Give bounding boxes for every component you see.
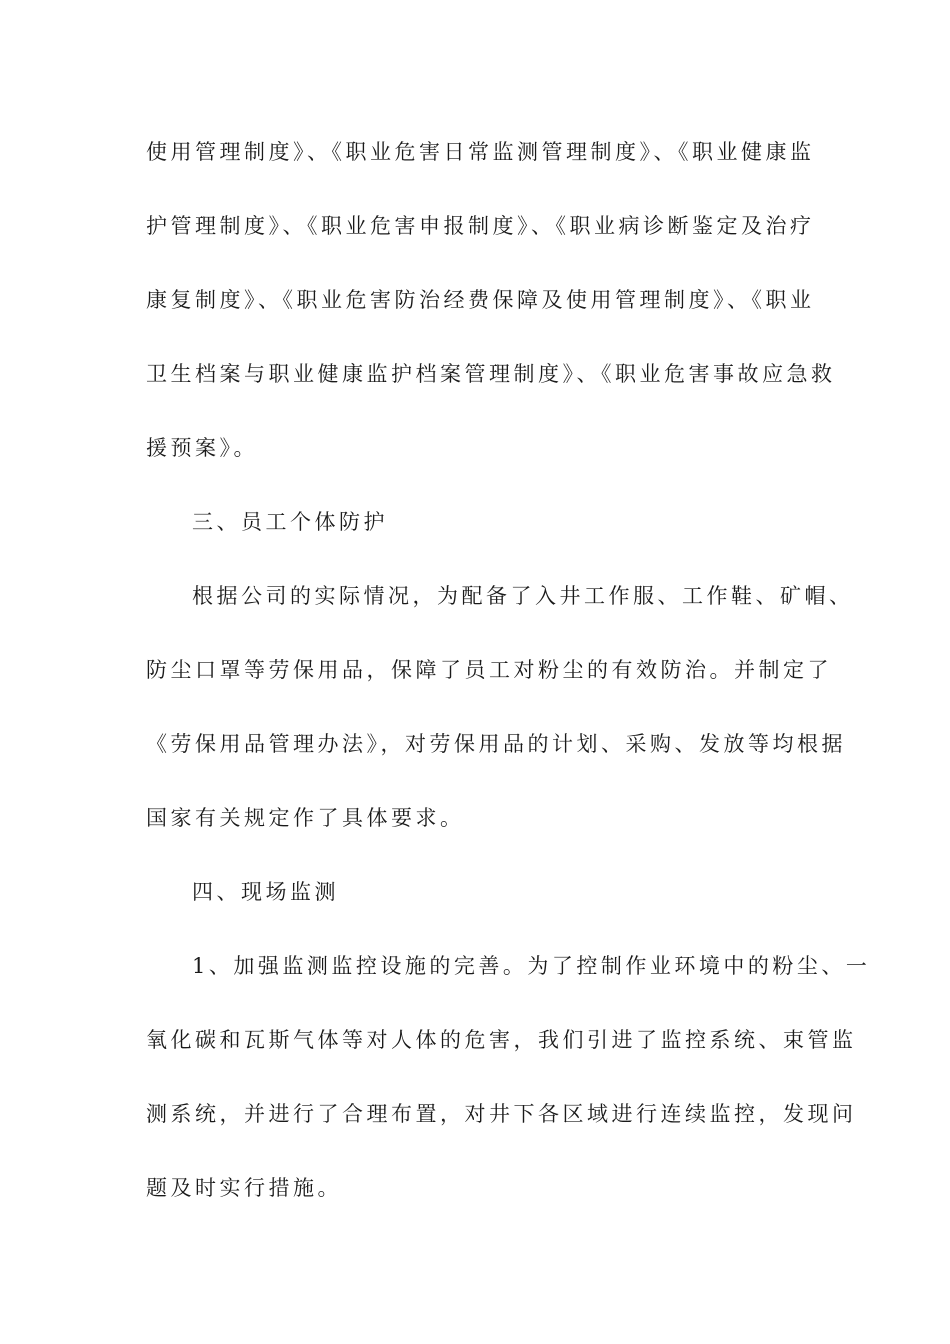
text-line: 防尘口罩等劳保用品，保障了员工对粉尘的有效防治。并制定了 xyxy=(146,658,832,682)
text-line: 护管理制度》、《职业危害申报制度》、《职业病诊断鉴定及治疗 xyxy=(146,214,815,238)
text-line: 援预案》。 xyxy=(146,436,258,460)
section-heading: 三、员工个体防护 xyxy=(192,510,388,534)
text-line: 卫生档案与职业健康监护档案管理制度》、《职业危害事故应急救 xyxy=(146,362,836,386)
text-line: 氧化碳和瓦斯气体等对人体的危害，我们引进了监控系统、束管监 xyxy=(146,1028,857,1052)
document-body xyxy=(146,128,871,1238)
text-line: 根据公司的实际情况，为配备了入井工作服、工作鞋、矿帽、 xyxy=(192,584,854,608)
section-heading: 四、现场监测 xyxy=(192,880,339,904)
text-line: 国家有关规定作了具体要求。 xyxy=(146,806,465,830)
text-line: 《劳保用品管理办法》，对劳保用品的计划、采购、发放等均根据 xyxy=(146,732,846,756)
text-line: 康复制度》、《职业危害防治经费保障及使用管理制度》、《职业 xyxy=(146,288,815,312)
text-line: 测系统，并进行了合理布置，对井下各区域进行连续监控，发现问 xyxy=(146,1102,857,1126)
text-line: 使用管理制度》、《职业危害日常监测管理制度》、《职业健康监 xyxy=(146,140,815,164)
text-line: 1、加强监测监控设施的完善。为了控制作业环境中的粉尘、一 xyxy=(192,954,871,978)
text-line: 题及时实行措施。 xyxy=(146,1176,342,1200)
